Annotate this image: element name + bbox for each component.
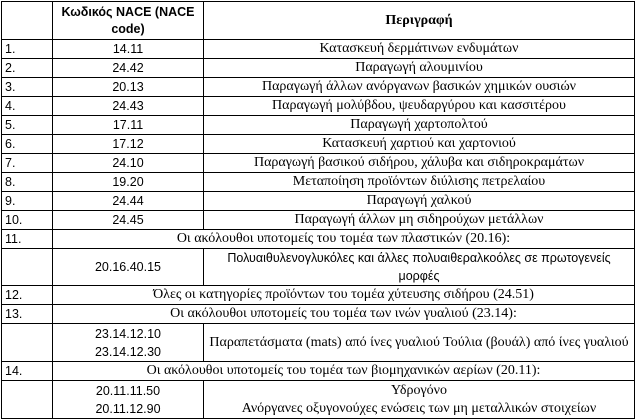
table-subrow-plastics <box>2 249 635 286</box>
description: Οι ακόλουθοι υποτομείς του τομέα των ινών γυαλιού (23.14): <box>53 305 635 324</box>
nace-code: 20.16.40.15 <box>53 249 204 286</box>
row-number: 13. <box>2 305 53 324</box>
nace-code: 24.43 <box>53 97 204 116</box>
row-number: 2. <box>2 59 53 78</box>
table-subrow-industrial-gases <box>2 381 635 419</box>
description: Οι ακόλουθοι υποτομείς του τομέα των βιομηχανικών αερίων (20.11): <box>53 362 635 381</box>
description: Κατασκευή χαρτιού και χαρτονιού <box>204 135 635 154</box>
table-row <box>2 116 635 135</box>
row-number: 5. <box>2 116 53 135</box>
table-row <box>2 211 635 230</box>
description: Παραγωγή μολύβδου, ψευδαργύρου και κασσιτέρου <box>204 97 635 116</box>
nace-code: 20.13 <box>53 78 204 97</box>
table-row <box>2 59 635 78</box>
table-row <box>2 192 635 211</box>
description: Παραγωγή αλουμινίου <box>204 59 635 78</box>
nace-code: 24.42 <box>53 59 204 78</box>
description: Όλες οι κατηγορίες προϊόντων του τομέα χύτευσης σιδήρου (24.51) <box>53 286 635 305</box>
row-number: 3. <box>2 78 53 97</box>
description: Παραγωγή άλλων μη σιδηρούχων μετάλλων <box>204 211 635 230</box>
description: Κατασκευή δερμάτινων ενδυμάτων <box>204 40 635 59</box>
row-number: 14. <box>2 362 53 381</box>
description-pair <box>204 381 635 419</box>
header-nace-code: Κωδικός NACE (NACE code) <box>53 2 204 40</box>
table-row-iron-casting <box>2 286 635 305</box>
description: Υδρογόνο <box>390 382 448 398</box>
table-row <box>2 173 635 192</box>
description: Μεταποίηση προϊόντων διύλισης πετρελαίου <box>204 173 635 192</box>
row-number-empty <box>2 381 53 419</box>
header-number-cell <box>2 2 53 40</box>
description: Πολυαιθυλενογλυκόλες και άλλες πολυαιθεραλκοόλες σε πρωτογενείς μορφές <box>204 249 635 286</box>
description: Ανόργανες οξυγονούχες ενώσεις των μη μεταλλικών στοιχείων <box>241 400 597 416</box>
table-row-glass-fibre <box>2 305 635 324</box>
table-row-industrial-gases <box>2 362 635 381</box>
row-number: 9. <box>2 192 53 211</box>
description: Παραπετάσματα (mats) από ίνες γυαλιού Τούλια (βουάλ) από ίνες γυαλιού <box>204 324 635 362</box>
nace-code-pair <box>53 324 204 362</box>
nace-code: 17.12 <box>53 135 204 154</box>
header-row <box>2 2 635 40</box>
row-number-empty <box>2 324 53 362</box>
table-row <box>2 154 635 173</box>
nace-table <box>1 1 635 419</box>
header-description: Περιγραφή <box>204 2 635 40</box>
description: Παραγωγή χαλκού <box>204 192 635 211</box>
row-number: 7. <box>2 154 53 173</box>
table-row <box>2 78 635 97</box>
nace-code: 24.45 <box>53 211 204 230</box>
row-number: 4. <box>2 97 53 116</box>
table-row <box>2 135 635 154</box>
nace-code: 24.44 <box>53 192 204 211</box>
table-row <box>2 97 635 116</box>
nace-code: 23.14.12.30 <box>94 344 162 359</box>
description: Παραγωγή άλλων ανόργανων βασικών χημικών ουσιών <box>204 78 635 97</box>
row-number: 6. <box>2 135 53 154</box>
table-row <box>2 40 635 59</box>
description: Παραγωγή βασικού σιδήρου, χάλυβα και σιδηροκραμάτων <box>204 154 635 173</box>
nace-code: 20.11.11.50 <box>95 383 161 398</box>
nace-code: 19.20 <box>53 173 204 192</box>
row-number: 12. <box>2 286 53 305</box>
nace-code: 14.11 <box>53 40 204 59</box>
table-row-plastics <box>2 230 635 249</box>
description: Παραγωγή χαρτοπολτού <box>204 116 635 135</box>
row-number: 10. <box>2 211 53 230</box>
nace-code: 20.11.12.90 <box>95 401 161 416</box>
nace-code: 24.10 <box>53 154 204 173</box>
nace-code-pair <box>53 381 204 419</box>
row-number: 1. <box>2 40 53 59</box>
row-number: 11. <box>2 230 53 249</box>
description: Οι ακόλουθοι υποτομείς του τομέα των πλαστικών (20.16): <box>53 230 635 249</box>
row-number: 8. <box>2 173 53 192</box>
row-number-empty <box>2 249 53 286</box>
table-subrow-glass-fibre <box>2 324 635 362</box>
nace-code: 17.11 <box>53 116 204 135</box>
nace-code: 23.14.12.10 <box>94 326 162 341</box>
